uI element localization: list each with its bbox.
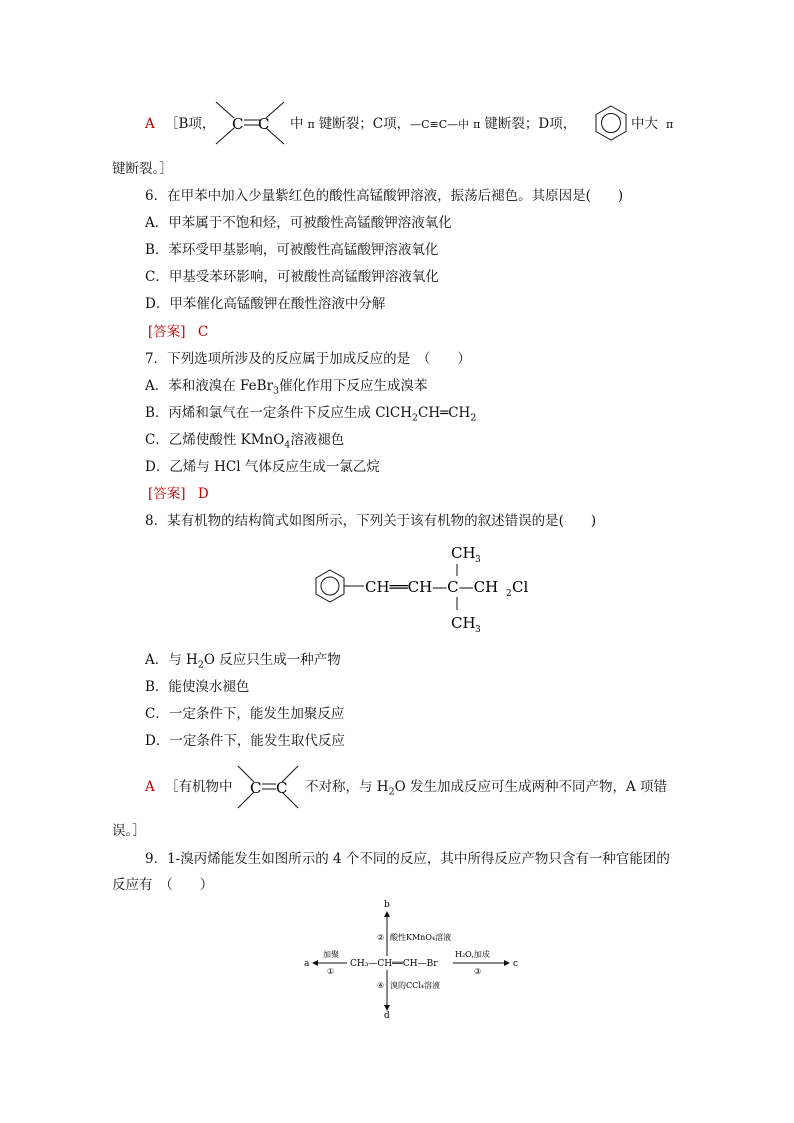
text: B．丙烯和氯气在一定条件下反应生成 ClCH <box>145 405 412 421</box>
q9-reaction-diagram <box>295 898 535 1020</box>
svg-text:2: 2 <box>506 589 512 599</box>
alkene-structure-1 <box>212 98 288 148</box>
svg-text:d: d <box>384 1011 390 1020</box>
q7-option-a[interactable] <box>145 377 428 401</box>
q8-option-a[interactable] <box>145 651 341 675</box>
svg-text:H₂O,加成: H₂O,加成 <box>455 950 490 959</box>
subscript: 4 <box>284 439 291 451</box>
pi-symbol: π <box>473 118 481 131</box>
center-molecule: CH₃—CH══CH—Br <box>350 959 438 969</box>
subscript: 2 <box>197 659 204 671</box>
pi-symbol: π <box>666 118 674 131</box>
subscript: 2 <box>411 412 418 424</box>
text: 中 <box>290 116 304 132</box>
text: 键断裂；C项， <box>318 116 411 132</box>
alkene-structure-2 <box>234 762 302 812</box>
explanation-8-cont <box>305 778 667 802</box>
svg-text:Cl: Cl <box>512 578 529 596</box>
q7-option-b[interactable] <box>145 404 476 428</box>
text: 中大 <box>631 116 658 132</box>
subscript: 2 <box>470 412 477 424</box>
text: A．苯和液溴在 FeBr <box>145 378 274 394</box>
svg-text:3: 3 <box>475 625 481 635</box>
text: 催化作用下反应生成溴苯 <box>279 378 428 394</box>
text: A．与 H <box>145 652 198 668</box>
q7-stem: 7．下列选项所涉及的反应属于加成反应的是 （ ） <box>145 351 471 367</box>
text: 不对称，与 H <box>305 779 389 795</box>
q8-option-c[interactable]: C．一定条件下，能发生加聚反应 <box>145 706 345 722</box>
q9-stem-line2: 反应有 （ ） <box>112 877 214 893</box>
answer-letter: A <box>145 779 155 795</box>
text: 溶液褪色 <box>290 432 345 448</box>
q6-option-b[interactable]: B．苯环受甲基影响，可被酸性高锰酸钾溶液氧化 <box>145 242 439 258</box>
answer-value: C <box>197 324 209 340</box>
svg-text:③: ③ <box>474 967 482 976</box>
answer-label: [答案] <box>148 486 186 502</box>
text: O 反应只生成一种产物 <box>203 652 341 668</box>
svg-text:C: C <box>232 115 244 133</box>
svg-text:酸性KMnO₄溶液: 酸性KMnO₄溶液 <box>390 933 452 942</box>
text: 键断裂；D项， <box>484 116 577 132</box>
explanation-text: ［B项， <box>165 116 216 132</box>
pi-symbol: π <box>307 118 315 131</box>
q6-stem: 6．在甲苯中加入少量紫红色的酸性高锰酸钾溶液，振荡后褪色。其原因是( ) <box>145 188 624 204</box>
benzene-ring-2 <box>316 570 344 602</box>
explanation-1-tail <box>631 115 673 134</box>
text: ［有机物中 <box>165 779 233 795</box>
q8-structure <box>305 540 545 640</box>
explanation-1-line2: 键断裂。］ <box>112 161 173 177</box>
svg-text:b: b <box>384 900 390 910</box>
q8-option-b[interactable]: B．能使溴水褪色 <box>145 679 250 695</box>
q7-option-c[interactable] <box>145 431 344 455</box>
q6-answer <box>148 323 208 341</box>
svg-text:加聚: 加聚 <box>323 950 339 959</box>
benzene-ring-1 <box>592 104 630 142</box>
q8-stem: 8．某有机物的结构简式如图所示，下列关于该有机物的叙述错误的是( ) <box>145 513 597 529</box>
explanation-8-line2: 误。］ <box>112 823 146 839</box>
svg-text:溴的CCl₄溶液: 溴的CCl₄溶液 <box>390 981 441 990</box>
q6-option-a[interactable]: A．甲苯属于不饱和烃，可被酸性高锰酸钾溶液氧化 <box>145 215 452 231</box>
explanation-8 <box>145 778 233 796</box>
answer-letter: A <box>145 116 155 132</box>
svg-text:3: 3 <box>475 555 481 565</box>
q6-option-c[interactable]: C．甲基受苯环影响，可被酸性高锰酸钾溶液氧化 <box>145 269 439 285</box>
svg-text:a: a <box>304 959 310 969</box>
q7-option-d[interactable]: D．乙烯与 HCl 气体反应生成一氯乙烷 <box>145 459 380 475</box>
answer-value: D <box>197 486 209 502</box>
text: C．乙烯使酸性 KMnO <box>145 432 285 448</box>
text: O 发生加成反应可生成两种不同产物，A 项错 <box>394 779 667 795</box>
q6-option-d[interactable]: D．甲苯催化高锰酸钾在酸性溶液中分解 <box>145 296 386 312</box>
explanation-1-cont <box>290 115 576 134</box>
subscript: 3 <box>273 385 280 397</box>
alkyne-formula: —C≡C—中 <box>410 118 470 131</box>
svg-text:C: C <box>258 115 270 133</box>
q7-answer <box>148 485 209 503</box>
svg-text:c: c <box>513 959 519 969</box>
svg-text:④: ④ <box>377 981 385 990</box>
text: CH═CH <box>417 405 471 421</box>
chain-text: CH══CH—C—CH <box>365 578 499 596</box>
svg-text:CH: CH <box>451 614 476 632</box>
svg-text:CH: CH <box>451 544 476 562</box>
svg-text:②: ② <box>377 933 385 942</box>
q8-option-d[interactable]: D．一定条件下，能发生取代反应 <box>145 733 345 749</box>
q9-stem-line1: 9．1-溴丙烯能发生如图所示的 4 个不同的反应，其中所得反应产物只含有一种官能团的 <box>145 851 670 867</box>
svg-text:C: C <box>276 779 288 797</box>
subscript: 2 <box>388 786 395 798</box>
svg-text:①: ① <box>327 967 335 976</box>
answer-label: [答案] <box>148 324 186 340</box>
svg-text:C: C <box>250 779 262 797</box>
